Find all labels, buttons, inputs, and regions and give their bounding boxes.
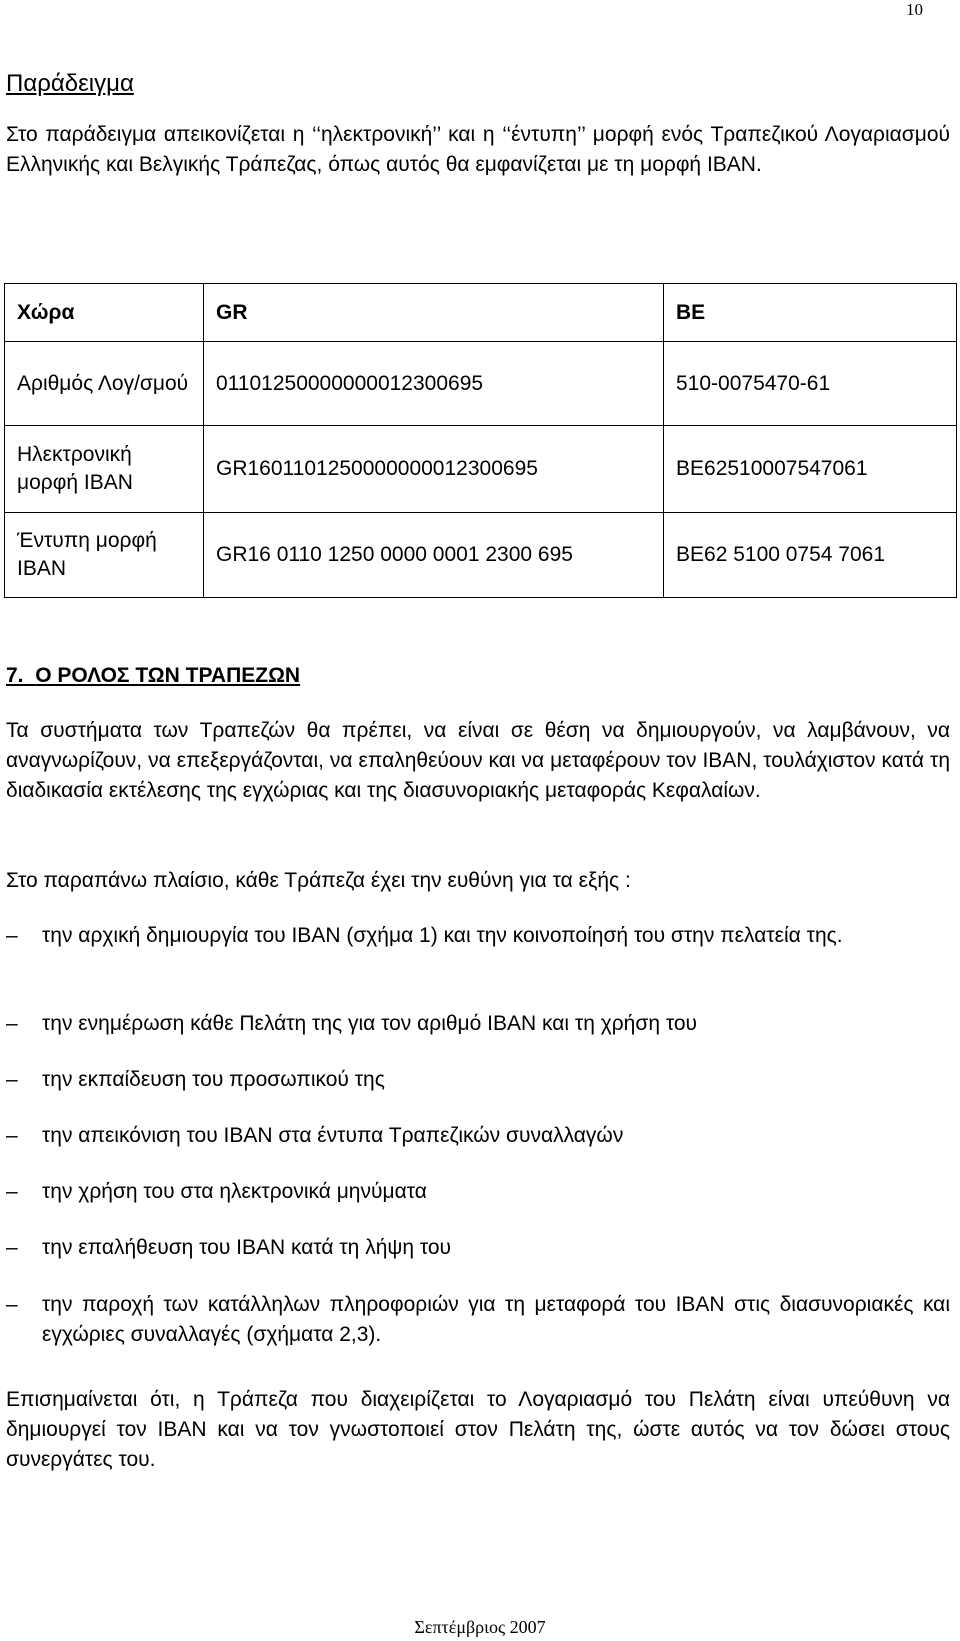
list-item-text: την επαλήθευση του IBAN κατά τη λήψη του [42, 1236, 452, 1259]
list-item-text: την απεικόνιση του IBAN στα έντυπα Τραπεζικών συναλλαγών [42, 1124, 624, 1147]
list-item [6, 921, 950, 951]
dash-marker: – [6, 1236, 18, 1259]
section-title-text: Ο ΡΟΛΟΣ ΤΩΝ ΤΡΑΠΕΖΩΝ [35, 664, 301, 687]
header-country: Χώρα [5, 284, 204, 342]
gr-value: GR1601101250000000012300695 [204, 426, 664, 513]
header-gr: GR [204, 284, 664, 342]
page-number: 10 [906, 0, 923, 19]
table-row [5, 513, 957, 598]
dash-marker: – [6, 1124, 18, 1147]
gr-value: GR16 0110 1250 0000 0001 2300 695 [204, 513, 664, 598]
list-item-text: την χρήση του στα ηλεκτρονικά μηνύματα [42, 1180, 427, 1203]
responsibility-intro: Στο παραπάνω πλαίσιο, κάθε Τράπεζα έχει την ευθύνη για τα εξής : [6, 869, 631, 892]
be-value: 510-0075470-61 [664, 342, 957, 426]
table-row [5, 342, 957, 426]
list-item [6, 1233, 950, 1263]
list-item [6, 1177, 950, 1207]
list-item-text: την αρχική δημιουργία του IBAN (σχήμα 1) και την κοινοποίησή του στην πελατεία της. [42, 924, 843, 947]
list-item-text: την εκπαίδευση του προσωπικού της [42, 1068, 385, 1091]
be-value: BE62510007547061 [664, 426, 957, 513]
dash-marker: – [6, 1293, 18, 1316]
list-item [6, 1009, 950, 1039]
dash-marker: – [6, 1180, 18, 1203]
closing-paragraph: Επισημαίνεται ότι, η Τράπεζα που διαχειρίζεται το Λογαριασμό του Πελάτη είναι υπεύθυνη να δημιουργεί τον IBAN και να τον γνωστοποιεί στον Πελάτη της, ώστε αυτός να τον δώσει στους συνεργάτες του. [6, 1388, 950, 1471]
dash-marker: – [6, 1068, 18, 1091]
row-label: Ηλεκτρονική μορφή IBAN [5, 426, 204, 513]
dash-marker: – [6, 1012, 18, 1035]
table-row [5, 426, 957, 513]
row-label: Αριθμός Λογ/σμού [5, 342, 204, 426]
be-value: BE62 5100 0754 7061 [664, 513, 957, 598]
example-heading: Παράδειγμα [6, 70, 134, 97]
section-number: 7. [6, 664, 24, 687]
iban-example-table [4, 283, 957, 598]
list-item [6, 1290, 950, 1350]
header-be: BE [664, 284, 957, 342]
row-label: Έντυπη μορφή IBAN [5, 513, 204, 598]
dash-marker: – [6, 924, 18, 947]
list-item-text: την ενημέρωση κάθε Πελάτη της για τον αριθμό IBAN και τη χρήση του [42, 1012, 697, 1035]
intro-paragraph: Στο παράδειγμα απεικονίζεται η ‘‘ηλεκτρονική’’ και η ‘‘έντυπη’’ μορφή ενός Τραπεζικού Λογαριασμού Ελληνικής και Βελγικής Τράπεζας, όπως αυτός θα εμφανίζεται με τη μορφή IBAN. [6, 123, 950, 176]
list-item-text: την παροχή των κατάλληλων πληροφοριών για τη μεταφορά του IBAN στις διασυνοριακές και εγχώριες συναλλαγές (σχήματα 2,3). [42, 1293, 950, 1346]
table-header-row [5, 284, 957, 342]
gr-value: 01101250000000012300695 [204, 342, 664, 426]
section-title [6, 664, 300, 688]
footer-date: Σεπτέμβριος 2007 [414, 1617, 546, 1637]
role-paragraph: Τα συστήματα των Τραπεζών θα πρέπει, να είναι σε θέση να δημιουργούν, να λαμβάνουν, να αναγνωρίζουν, να επεξεργάζονται, να επαληθεύουν και να μεταφέρουν τον IBAN, τουλάχιστον κατά τη διαδικασία εκτέλεσης της εγχώριας και της διασυνοριακής μεταφοράς Κεφαλαίων. [6, 719, 950, 802]
list-item [6, 1065, 950, 1095]
list-item [6, 1121, 950, 1151]
